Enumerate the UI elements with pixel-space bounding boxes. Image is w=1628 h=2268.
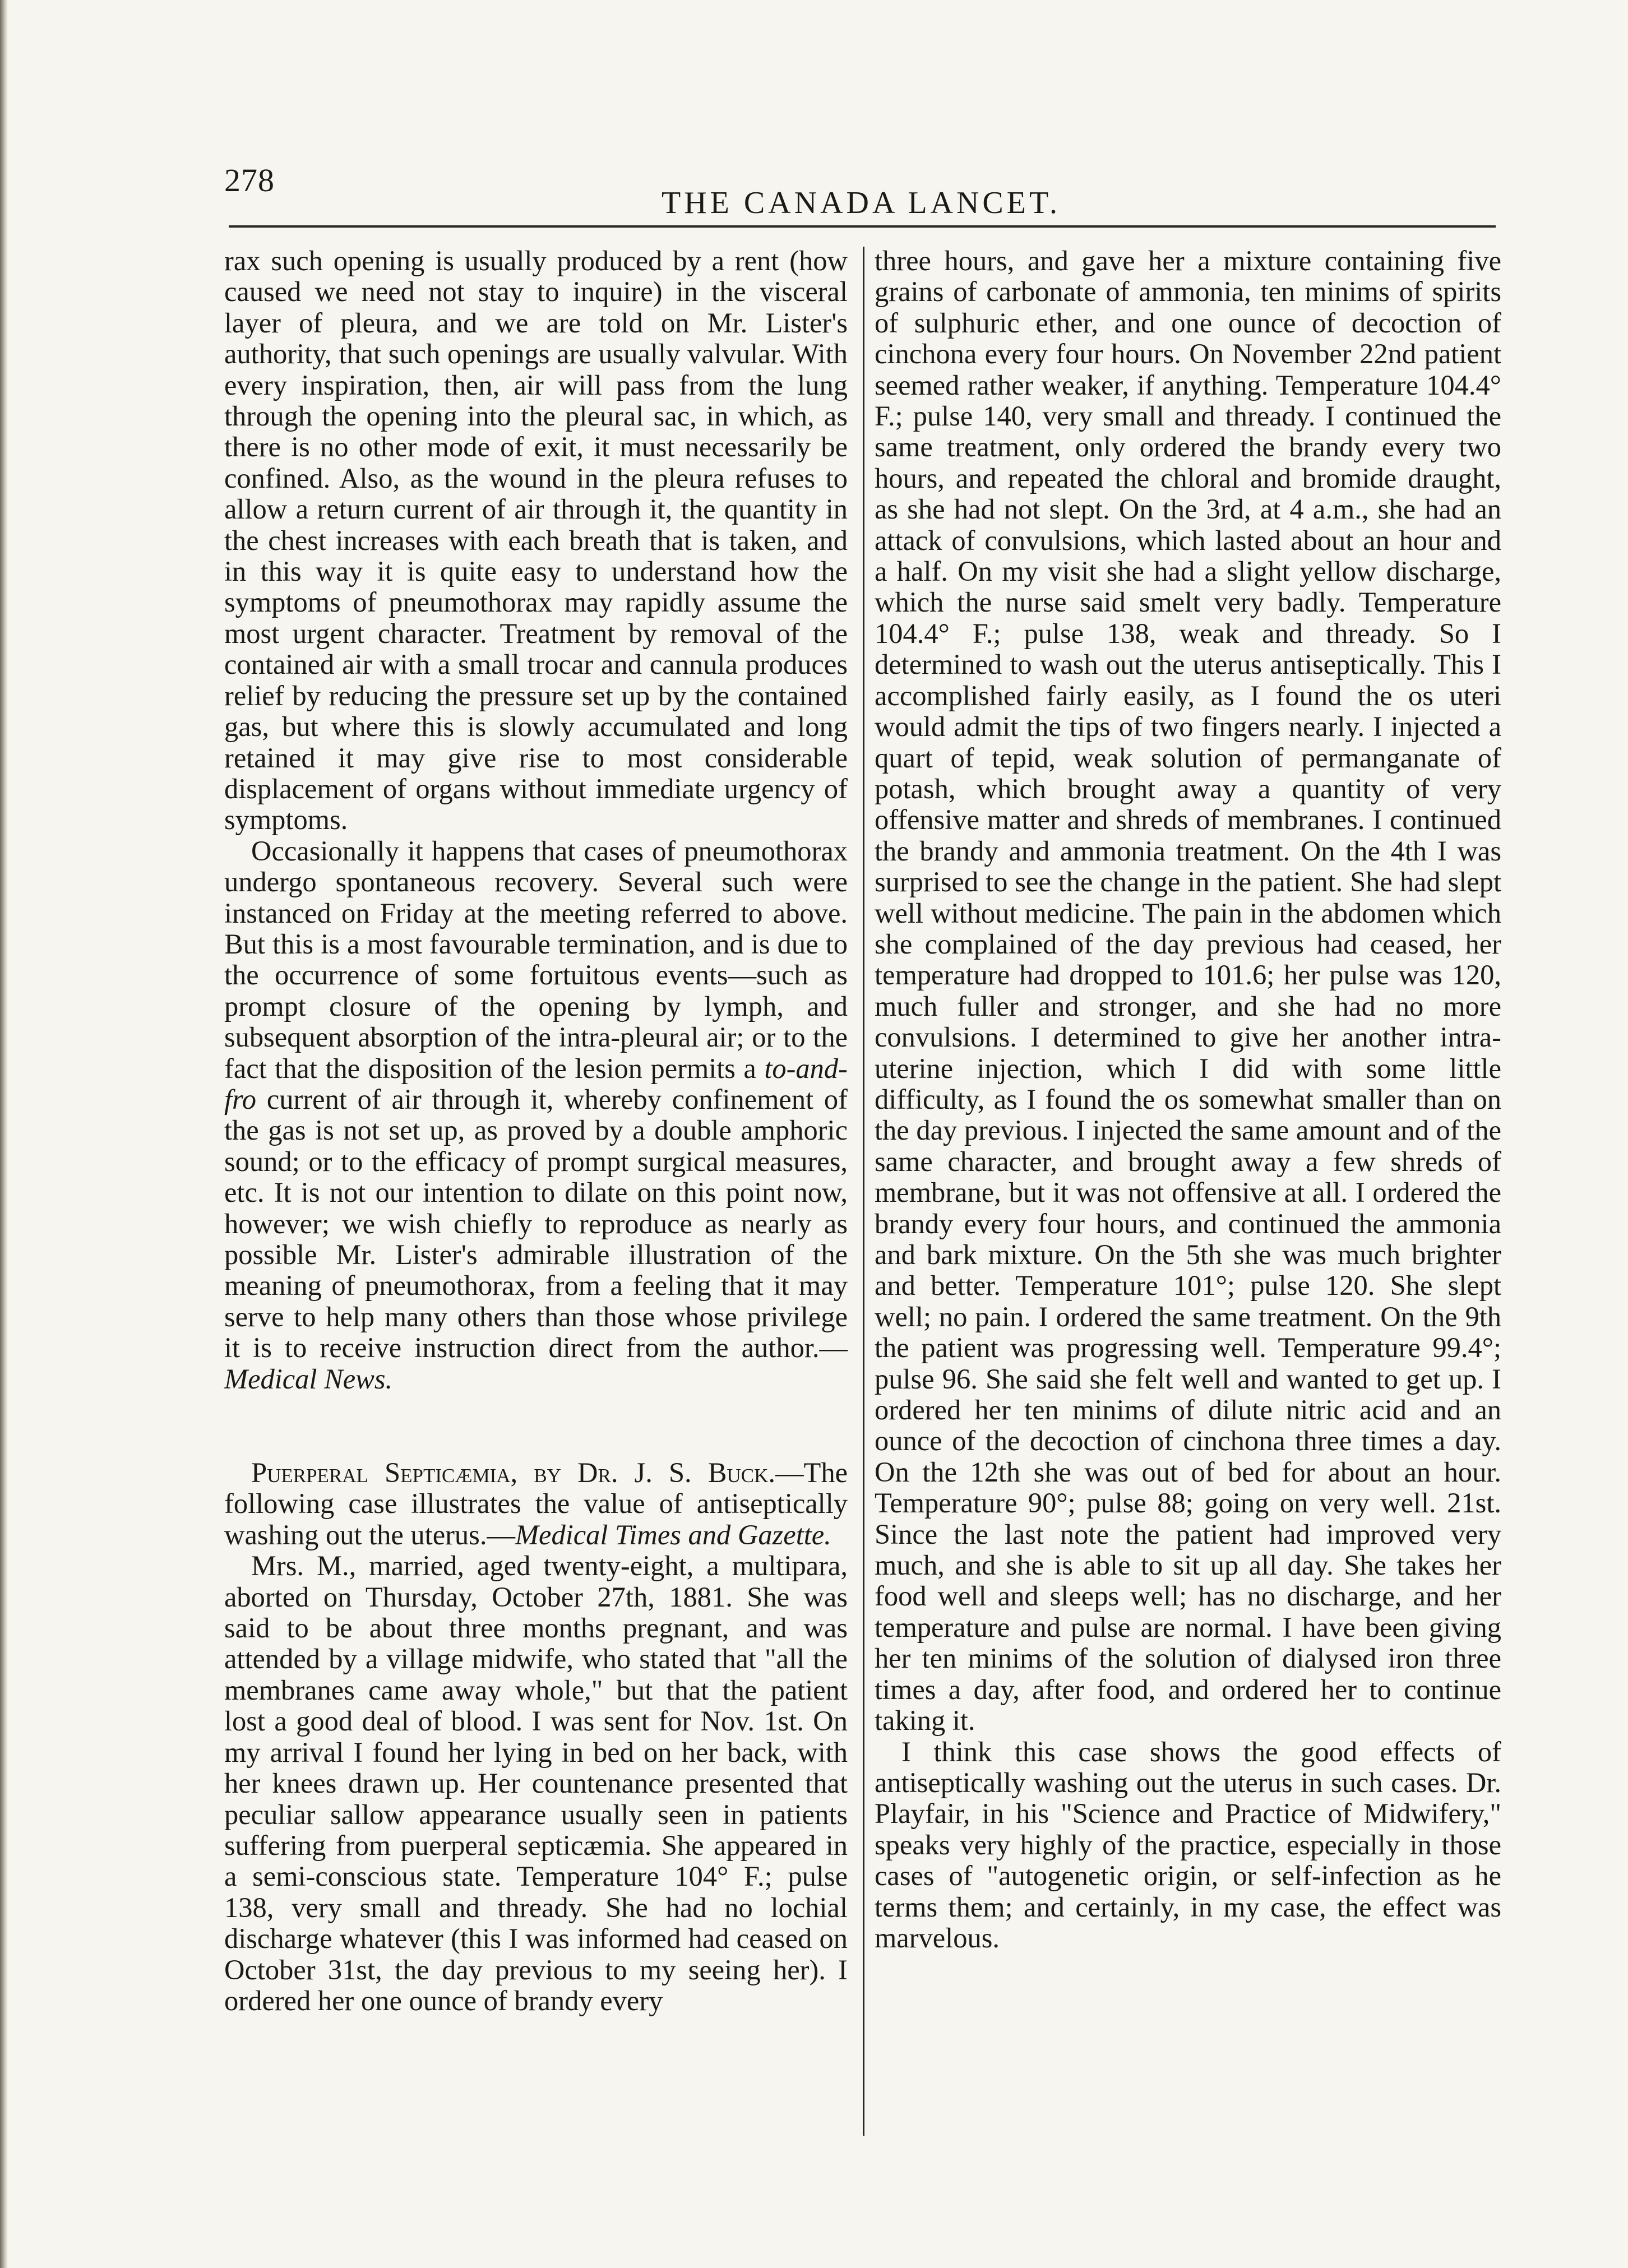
article-title: Puerperal Septicæmia, by Dr. J. S. Buck.— (251, 1457, 804, 1489)
page-binding-edge (0, 0, 8, 2268)
paragraph-conclusion: I think this case shows the good effects of antiseptically washing out the uterus in such cases. Dr. Playfair, in his "Science and Practice of Midwifery," speaks very highly of the practice, especially in those cases of "autogenetic origin, or self-infection as he terms them; and certainly, in my case, the effect was marvelous. (875, 1735, 1501, 1954)
section-gap (224, 1395, 848, 1457)
recovery-text-b: current of air through it, whereby confinement of the gas is not set up, as proved by a double amphoric sound; or to the efficacy of prompt surgical measures, etc. It is not our intention to dilate on this point now, however; we wish chiefly to reproduce as nearly as possible Mr. Lister's admirable illustration of the meaning of pneumothorax, from a feeling that it may serve to help many others than those whose privilege it is to receive instruction direct from the author.— (224, 1083, 848, 1364)
paragraph-pneumothorax-mechanism: rax such opening is usually produced by a rent (how caused we need not stay to inquire) in the visceral layer of pleura, and we are told on Mr. Lister's authority, that such openings are usually valvular. With every inspiration, then, air will pass from the lung through the opening into the pleural sac, in which, as there is no other mode of exit, it must necessarily be confined. Also, as the wound in the pleura refuses to allow a return current of air through it, the quantity in the chest increases with each breath that is taken, and in this way it is quite easy to understand how the symptoms of pneumothorax may rapidly assume the most urgent character. Treatment by removal of the contained air with a small trocar and cannula produces relief by reducing the pressure set up by the contained gas, but where this is slowly accumulated and long retained it may give rise to most considerable displacement of organs without immediate urgency of symptoms. (224, 245, 848, 836)
running-head: THE CANADA LANCET. (662, 186, 1061, 220)
recovery-source: Medical News. (224, 1363, 393, 1395)
paragraph-case-history: Mrs. M., married, aged twenty-eight, a multipara, aborted on Thursday, October 27th, 1881. She was said to be about three months pregnant, and was attended by a village midwife, who stated that "all the membranes came away whole," but that the patient lost a good deal of blood. I was sent for Nov. 1st. On my arrival I found her lying in bed on her back, with her knees drawn up. Her countenance presented that peculiar sallow appearance usually seen in patients suffering from puerperal septicæmia. She appeared in a semi-conscious state. Temperature 104° F.; pulse 138, very small and thready. She had no lochial discharge whatever (this I was informed had ceased on October 31st, the day previous to my seeing her). I ordered her one ounce of brandy every (224, 1550, 848, 2016)
recovery-text-a: Occasionally it happens that cases of pneumothorax undergo spontaneous recovery. Several such were instanced on Friday at the meeting referred to above. But this is a most favourable termination, and is due to the occurrence of some fortuitous events—such as prompt closure of the opening by lymph, and subsequent absorption of the intra-pleural air; or to the fact that the disposition of the lesion permits a (224, 835, 848, 1084)
paragraph-spontaneous-recovery (224, 836, 848, 1395)
article-intro: The following case illustrates the value of antiseptically washing out the uterus.— (224, 1457, 848, 1550)
article-source: Medical Times and Gazette. (515, 1519, 831, 1550)
header-rule (229, 225, 1496, 228)
paragraph-treatment-course: three hours, and gave her a mixture containing five grains of carbonate of ammonia, ten minims of spirits of sulphuric ether, and one ounce of decoction of cinchona every four hours. On November 22nd patient seemed rather weaker, if anything. Temperature 104.4° F.; pulse 140, very small and thready. I continued the same treatment, only ordered the brandy every two hours, and repeated the chloral and bromide draught, as she had not slept. On the 3rd, at 4 a.m., she had an attack of convulsions, which lasted about an hour and a half. On my visit she had a slight yellow discharge, which the nurse said smelt very badly. Temperature 104.4° F.; pulse 138, weak and thready. So I determined to wash out the uterus antiseptically. This I accomplished fairly easily, as I found the os uteri would admit the tips of two fingers nearly. I injected a quart of tepid, weak solution of permanganate of potash, which brought away a quantity of very offensive matter and shreds of membranes. I continued the brandy and ammonia treatment. On the 4th I was surprised to see the change in the patient. She had slept well without medicine. The pain in the abdomen which she complained of the day previous had ceased, her temperature had dropped to 101.6; her pulse was 120, much fuller and stronger, and she had no more convulsions. I determined to give her another intra-uterine injection, which I did with some little difficulty, as I found the os somewhat smaller than on the day previous. I injected the same amount and of the same character, and brought away a few shreds of membrane, but it was not offensive at all. I ordered the brandy every four hours, and continued the ammonia and bark mixture. On the 5th she was much brighter and better. Temperature 101°; pulse 120. She slept well; no pain. I ordered the same treatment. On the 9th the patient was progressing well. Temperature 99.4°; pulse 96. She said she felt well and wanted to get up. I ordered her ten minims of dilute nitric acid and an ounce of the decoction of cinchona three times a day. On the 12th she was out of bed for about an hour. Temperature 90°; pulse 88; going on very well. 21st. Since the last note the patient had improved very much, and she is able to sit up all day. She takes her food well and sleeps well; has no discharge, and her temperature and pulse are normal. I have been giving her ten minims of the solution of dialysed iron three times a day, after food, and ordered her to continue taking it. (875, 245, 1501, 1737)
recovery-italic-phrase: to-and-fro (224, 1052, 848, 1115)
article-heading (224, 1457, 848, 1550)
page-number: 278 (224, 162, 275, 198)
column-divider (863, 247, 864, 2136)
right-column (875, 246, 1501, 1954)
left-column (224, 246, 848, 2016)
